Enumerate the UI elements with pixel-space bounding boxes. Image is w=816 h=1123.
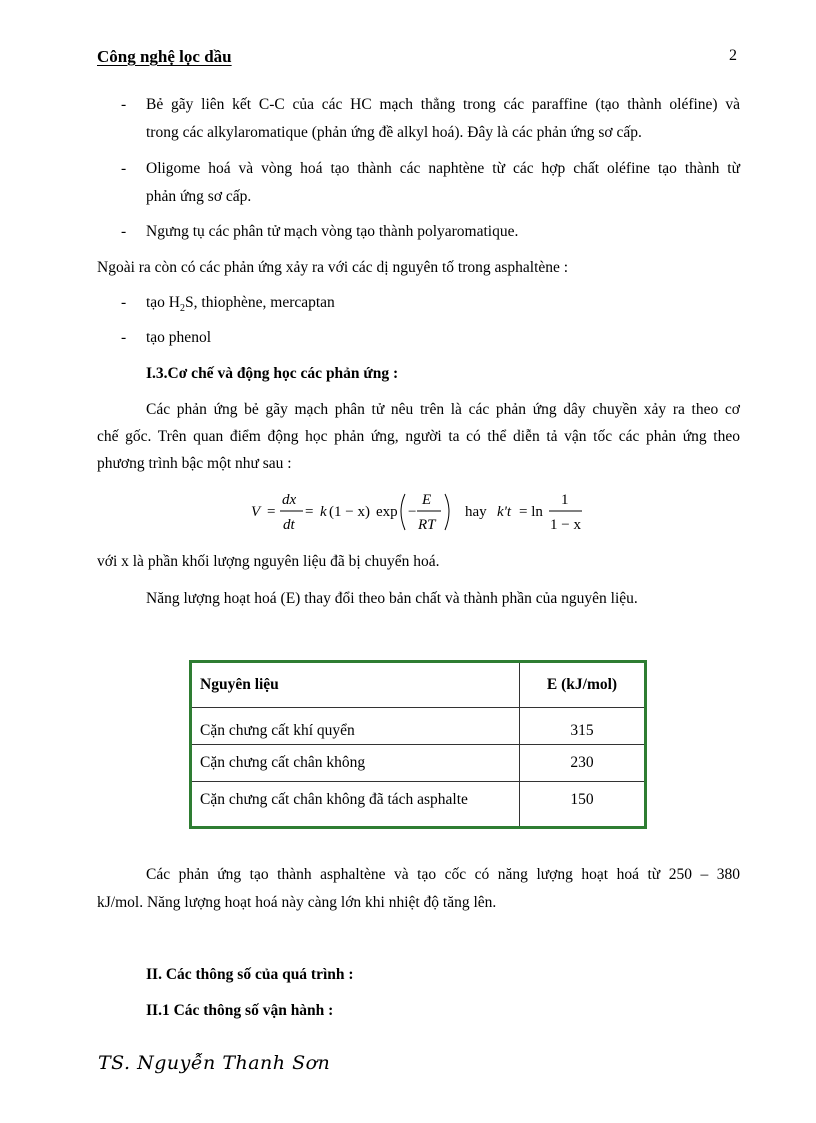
table-row	[191, 782, 646, 828]
bullet-1-line-2: trong các alkylaromatique (phản ứng đề alkyl hoá). Đây là các phản ứng sơ cấp.	[146, 124, 642, 141]
kinetics-line-2: chế gốc. Trên quan điểm động học phản ứng, người ta có thể diễn tả vận tốc các phản ứng theo	[97, 428, 740, 445]
formula-e: E	[422, 492, 432, 508]
formula-denom: 1 − x	[550, 517, 581, 533]
table-cell-feedstock: Cặn chưng cất chân không	[191, 745, 520, 782]
asphaltene-line-1: Các phản ứng tạo thành asphaltène và tạo cốc có năng lượng hoạt hoá từ 250 – 380	[146, 866, 740, 883]
section-heading-1-3: I.3.Cơ chế và động học các phản ứng :	[146, 365, 399, 382]
table-row	[191, 708, 646, 745]
bullet-1-line-1: Bẻ gãy liên kết C-C của các HC mạch thẳng trong các paraffine (tạo thành oléfine) và	[146, 96, 740, 113]
bullet-dash: -	[121, 223, 127, 240]
formula-dt: dt	[283, 517, 295, 533]
bullet-phenol: tạo phenol	[146, 329, 211, 346]
asphaltene-line-2: kJ/mol. Năng lượng hoạt hoá này càng lớn khi nhiệt độ tăng lên.	[97, 894, 497, 911]
formula-v: V	[251, 504, 261, 520]
intro-hetero: Ngoài ra còn có các phản ứng xảy ra với các dị nguyên tố trong asphaltène :	[97, 259, 569, 276]
bullet-h2s-subscript: 2	[180, 303, 186, 315]
formula-one-minus-x: (1 − x)	[329, 504, 370, 520]
bullet-h2s-suffix: S, thiophène, mercaptan	[185, 294, 335, 311]
bullet-dash: -	[121, 329, 127, 346]
page-header-title: Công nghệ lọc dầu	[97, 47, 232, 66]
table-cell-energy: 230	[520, 745, 646, 782]
formula-eq-2: =	[305, 504, 314, 520]
kinetics-formula	[245, 482, 595, 542]
formula-kt: k't	[497, 504, 512, 520]
formula-rt: RT	[418, 517, 436, 533]
formula-dx: dx	[282, 492, 297, 508]
table-cell-feedstock: Cặn chưng cất khí quyển	[191, 708, 520, 745]
bullet-2-line-1: Oligome hoá và vòng hoá tạo thành các naphtène từ các hợp chất oléfine tạo thành từ	[146, 160, 740, 177]
formula-hay: hay	[465, 504, 487, 520]
formula-ln: = ln	[519, 504, 543, 520]
formula-minus: −	[408, 504, 417, 520]
formula-one: 1	[561, 492, 569, 508]
formula-eq: =	[267, 504, 276, 520]
bullet-dash: -	[121, 160, 127, 177]
bullet-dash: -	[121, 294, 127, 311]
bullet-2-line-2: phản ứng sơ cấp.	[146, 188, 252, 205]
bullet-3-line-1: Ngưng tụ các phân tử mạch vòng tạo thành polyaromatique.	[146, 223, 519, 240]
table-cell-energy: 150	[520, 782, 646, 828]
activation-energy-table	[189, 660, 647, 829]
table-cell-feedstock: Cặn chưng cất chân không đã tách asphalte	[191, 782, 520, 828]
table-header-energy: E (kJ/mol)	[520, 662, 646, 708]
kinetics-line-1: Các phản ứng bẻ gãy mạch phân tử nêu trên là các phản ứng dây chuyền xảy ra theo cơ	[146, 401, 740, 418]
bullet-h2s	[146, 294, 335, 314]
formula-k: k	[320, 504, 327, 520]
bullet-dash: -	[121, 96, 127, 113]
table-cell-energy: 315	[520, 708, 646, 745]
para-x-definition: với x là phần khối lượng nguyên liệu đã bị chuyển hoá.	[97, 553, 440, 570]
bullet-h2s-prefix: tạo H	[146, 294, 181, 311]
page-number: 2	[729, 47, 737, 64]
formula-paren-left	[401, 494, 405, 530]
footer-author: TS. Nguyễn Thanh Sơn	[98, 1052, 331, 1074]
kinetics-line-3: phương trình bậc một như sau :	[97, 455, 292, 472]
section-heading-2-1: II.1 Các thông số vận hành :	[146, 1002, 334, 1019]
table-header-feedstock: Nguyên liệu	[191, 662, 520, 708]
formula-exp: exp	[376, 504, 398, 520]
para-energy: Năng lượng hoạt hoá (E) thay đổi theo bản chất và thành phần của nguyên liệu.	[146, 590, 638, 607]
table-row	[191, 745, 646, 782]
table-header-row	[191, 662, 646, 708]
section-heading-2: II. Các thông số của quá trình :	[146, 966, 354, 983]
formula-paren-right	[445, 494, 449, 530]
